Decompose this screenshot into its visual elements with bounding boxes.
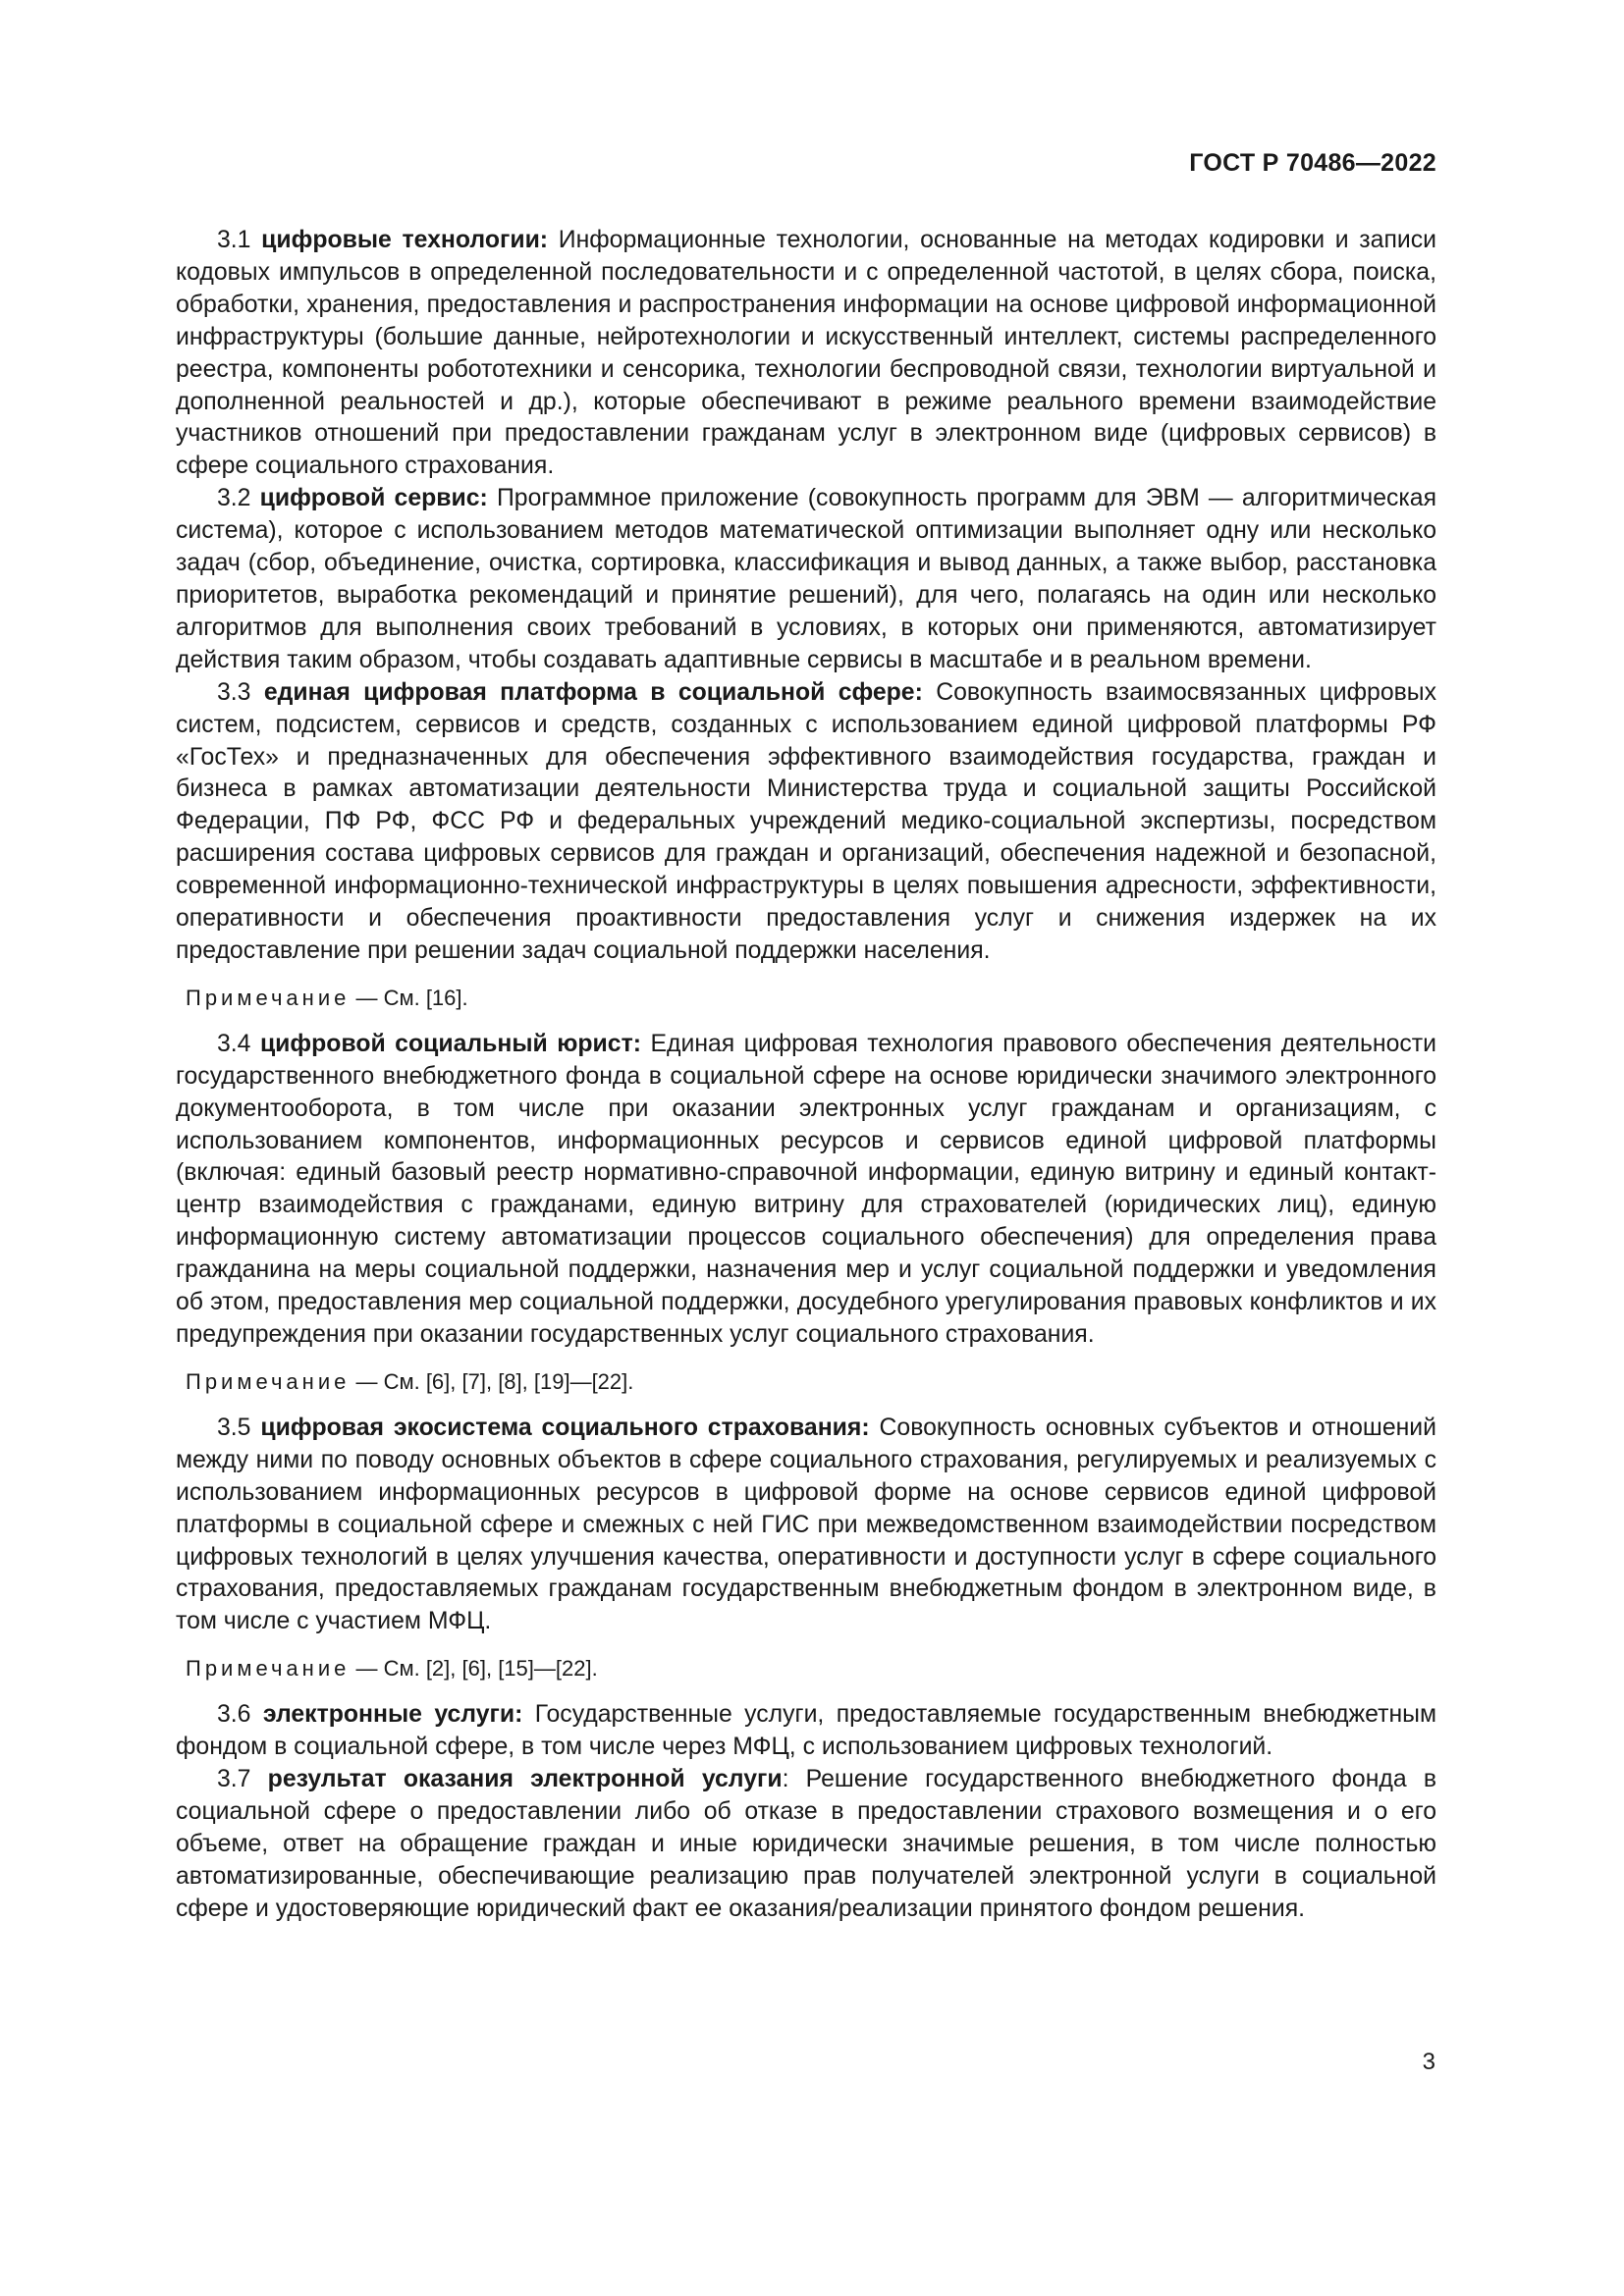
- definition-3-3: [176, 677, 1436, 968]
- definition-text: Единая цифровая технология правового обеспечения деятельности государственного внебюджетного фонда в социальной сфере на основе юридически значимого электронного документооборота, в том числе при оказании электронных услуг гражданам и организациям, с использованием компонентов, информационных ресурсов и сервисов единой цифровой платформы (включая: единый базовый реестр нормативно-справочной информации, единую витрину и единый контакт-центр взаимодействия с гражданами, единую витрину для страхователей (юридических лиц), единую информационную систему автоматизации процессов социального обеспечения) для определения права гражданина на меры социальной поддержки, назначения мер и услуг социальной поддержки и уведомления об этом, предоставления мер социальной поддержки, досудебного урегулирования правовых конфликтов и их предупреждения при оказании государственных услуг социального страхования.: [176, 1030, 1437, 1348]
- definition-text: : Решение государственного внебюджетного фонда в социальной сфере о предоставлении либо об отказе в предоставлении страхового возмещения и о его объеме, ответ на обращение граждан и иные юридически значимые решения, в том числе полностью автоматизированные, обеспечивающие реализацию прав получателей электронной услуги в социальной сфере и удостоверяющие юридический факт ее оказания/реализации принятого фондом решения.: [176, 1766, 1437, 1922]
- note-label: Примечание: [186, 1368, 351, 1394]
- section-number: 3.4: [217, 1030, 251, 1057]
- definition-3-1: [176, 225, 1436, 483]
- term: результат оказания электронной услуги: [267, 1766, 783, 1793]
- note-text: — См. [16].: [355, 985, 468, 1010]
- definition-3-4: [176, 1029, 1436, 1352]
- term: электронные услуги:: [262, 1701, 523, 1729]
- document-body: [176, 225, 1436, 1926]
- section-number: 3.3: [217, 678, 251, 706]
- definition-text: Государственные услуги, предоставляемые государственным внебюджетным фондом в социальной сфере, в том числе через МФЦ, с использованием цифровых технологий.: [176, 1701, 1437, 1761]
- page-number: 3: [1422, 2049, 1435, 2075]
- section-number: 3.7: [217, 1766, 251, 1793]
- definition-text: Совокупность взаимосвязанных цифровых систем, подсистем, сервисов и средств, созданных с использованием единой цифровой платформы РФ «ГосТех» и предназначенных для обеспечения эффективного взаимодействия государства, граждан и бизнеса в рамках автоматизации деятельности Министерства труда и социальной защиты Российской Федерации, ПФ РФ, ФСС РФ и федеральных учреждений медико-социальной экспертизы, посредством расширения состава цифровых сервисов для граждан и организаций, обеспечения надежной и безопасной, современной информационно-технической инфраструктуры в целях повышения адресности, эффективности, оперативности и обеспечения проактивности предоставления услуг и снижения издержек на их предоставление при решении задач социальной поддержки населения.: [176, 678, 1437, 964]
- note-text: — См. [2], [6], [15]—[22].: [355, 1656, 598, 1682]
- section-number: 3.1: [217, 227, 251, 253]
- term: цифровые технологии:: [261, 227, 549, 253]
- definition-3-2: [176, 483, 1436, 676]
- definition-3-7: [176, 1764, 1436, 1926]
- note-text: — См. [6], [7], [8], [19]—[22].: [355, 1368, 634, 1394]
- note-label: Примечание: [186, 1656, 351, 1682]
- document-standard-id: ГОСТ Р 70486—2022: [1189, 149, 1436, 177]
- term: цифровая экосистема социального страхования:: [260, 1414, 870, 1441]
- section-number: 3.5: [217, 1414, 251, 1441]
- term: единая цифровая платформа в социальной сфере:: [263, 678, 923, 706]
- term: цифровой сервис:: [259, 485, 488, 512]
- section-number: 3.2: [217, 485, 251, 512]
- definition-text: Информационные технологии, основанные на методах кодировки и записи кодовых импульсов в определенной последовательности и с определенной частотой, в целях сбора, поиска, обработки, хранения, предоставления и распространения информации на основе цифровой информационной инфраструктуры (большие данные, нейротехнологии и искусственный интеллект, системы распределенного реестра, компоненты робототехники и сенсорика, технологии беспроводной связи, технологии виртуальной и дополненной реальностей и др.), которые обеспечивают в режиме реального времени взаимодействие участников отношений при предоставлении гражданам услуг в электронном виде (цифровых сервисов) в сфере социального страхования.: [176, 227, 1436, 480]
- definition-3-5: [176, 1413, 1436, 1638]
- term: цифровой социальный юрист:: [259, 1030, 641, 1057]
- definition-text: Совокупность основных субъектов и отношений между ними по поводу основных объектов в сфере социального страхования, регулируемых и реализуемых с использованием информационных ресурсов в цифровой форме на основе сервисов единой цифровой платформы в социальной сфере и смежных с ней ГИС при межведомственном взаимодействии посредством цифровых технологий в целях улучшения качества, оперативности и доступности услуг в сфере социального страхования, предоставляемых гражданам государственным внебюджетным фондом в электронном виде, в том числе с участием МФЦ.: [176, 1414, 1437, 1635]
- definition-text: Программное приложение (совокупность программ для ЭВМ — алгоритмическая система), которое с использованием методов математической оптимизации выполняет одну или несколько задач (сбор, объединение, очистка, сортировка, классификация и вывод данных, а также выбор, расстановка приоритетов, выработка рекомендаций и принятие решений), для чего, полагаясь на один или несколько алгоритмов для выполнения своих требований в условиях, в которых они применяются, автоматизирует действия таким образом, чтобы создавать адаптивные сервисы в масштабе и в реальном времени.: [176, 485, 1436, 673]
- note-3-3: [176, 984, 1436, 1013]
- note-3-5: [176, 1654, 1436, 1683]
- definition-3-6: [176, 1699, 1436, 1764]
- section-number: 3.6: [217, 1701, 251, 1729]
- note-label: Примечание: [186, 985, 351, 1010]
- note-3-4: [176, 1367, 1436, 1397]
